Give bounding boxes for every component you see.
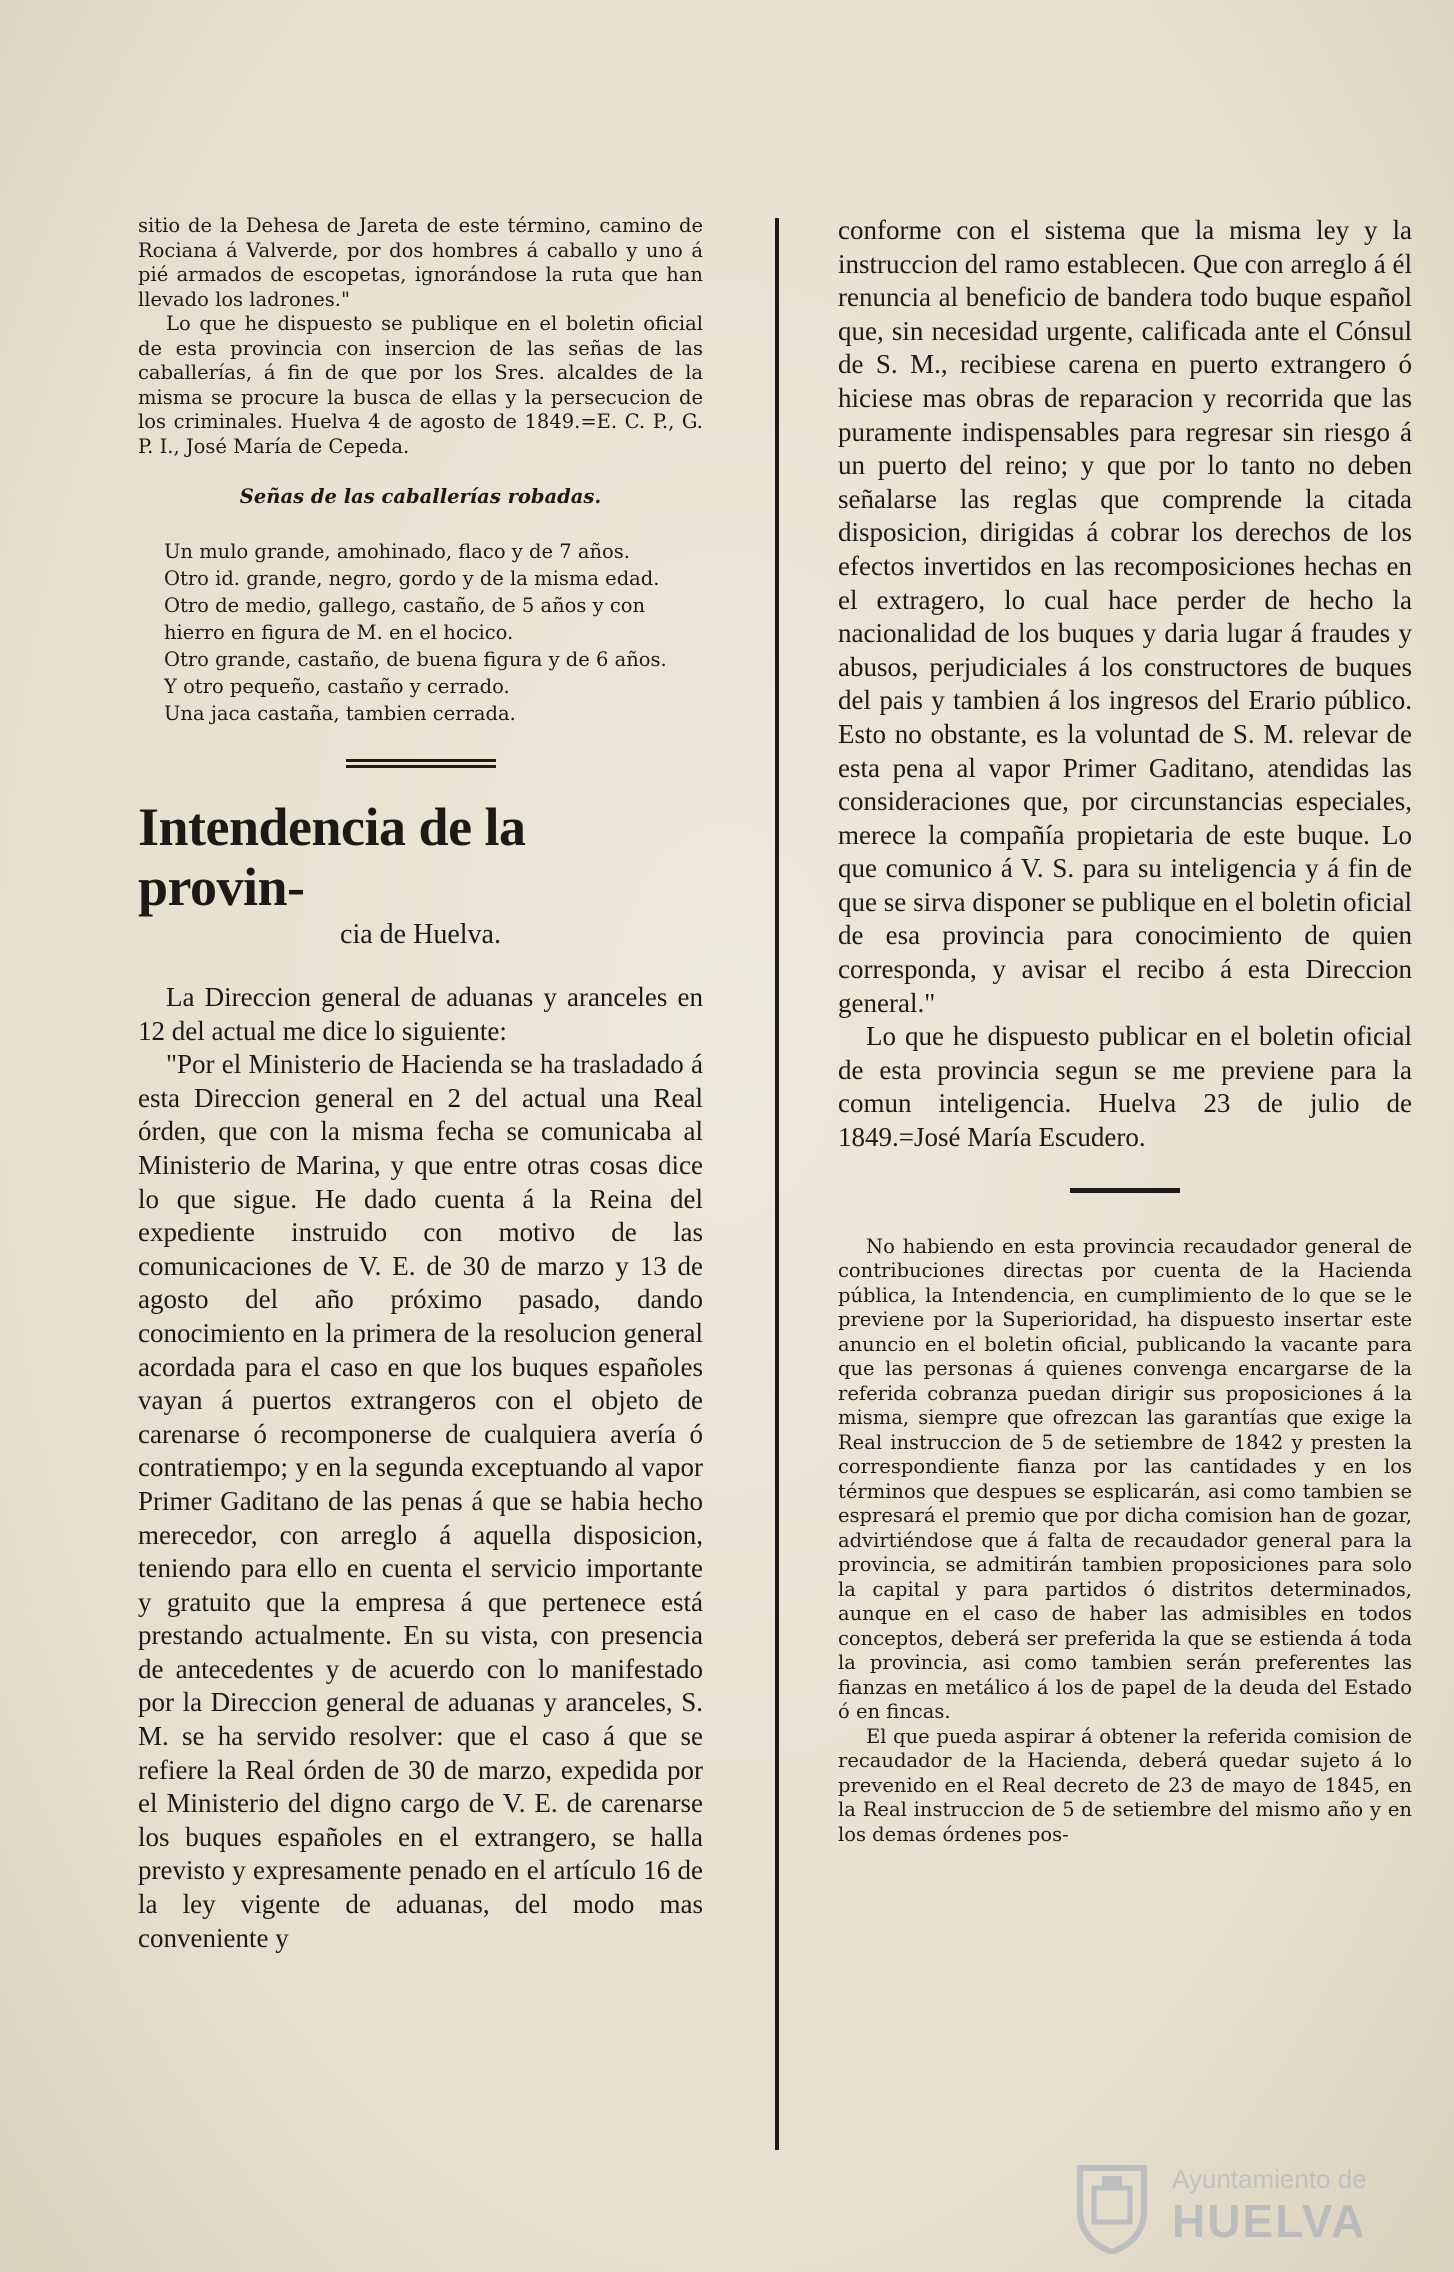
column-rule (775, 218, 779, 2150)
section-divider (346, 757, 496, 771)
right-column (838, 214, 1412, 1847)
notice-paragraph-1: No habiendo en esta provincia recaudador general de contribuciones directas por cuenta de la Hacienda pública, la Intendencia, en cumplimiento de lo que se le previene por la Superioridad, ha dispuesto insertar este anuncio en el boletin oficial, publicando la vacante para que las personas á quienes convenga encargarse de la referida cobranza puedan dirigir sus proposiciones á la misma, siempre que ofrezcan las garantías que exige la Real instruccion de 5 de setiembre de 1842 y presten la correspondiente fianza por las cantidades y en los términos que despues se esplicarán, asi como tambien se espresará el premio que por dicha comision han de gozar, advirtiéndose que á falta de recaudador general para la provincia, se admitirán tambien proposiciones para solo la capital y para partidos ó distritos determinados, aunque en el caso de haber las admisibles en todos conceptos, deberá ser preferida la que se estienda á toda la provincia, asi como tambien serán preferentes las fianzas en metálico á los de papel de la deuda del Estado ó en fincas. (838, 1234, 1412, 1724)
left-column (138, 214, 703, 1955)
list-item: Y otro pequeño, castaño y cerrado. (164, 675, 510, 698)
section-subtitle: cia de Huelva. (340, 919, 501, 950)
watermark-line1: Ayuntamiento de (1172, 2164, 1367, 2194)
body-paragraph-3: conforme con el sistema que la misma ley y la instruccion del ramo establecen. Que con arreglo á él renuncia al beneficio de bandera todo buque español que, sin necesidad urgente, calificada ante el Cónsul de S. M., recibiese carena en puerto extrangero ó hiciese mas obras de reparacion y recorrida que las puramente indispensables para regresar sin riesgo á un puerto del reino; y que por lo tanto no deben señalarse las reglas que comprende la citada disposicion, dirigidas á cobrar los derechos de los efectos invertidos en las recomposiciones hechas en el extragero, lo cual hace perder de hecho la nacionalidad de los buques y daria lugar á fraudes y abusos, perjudiciales á los constructores de buques del pais y tambien á los ingresos del Erario público. Esto no obstante, es la voluntad de S. M. relevar de esta pena al vapor Primer Gaditano, atendidas las consideraciones que, por circunstancias especiales, merece la compañía propietaria de este buque. Lo que comunico á V. S. para su inteligencia y á fin de que se sirva disponer se publique en el boletin oficial de esa provincia para conocimiento de quien corresponda, y avisar el recibo á esta Direccion general." (838, 215, 1412, 1018)
left-body (138, 981, 703, 1955)
archive-watermark (1072, 2158, 1382, 2258)
stolen-animals-caption: Señas de las caballerías robadas. (239, 485, 602, 508)
watermark-line2: HUELVA (1172, 2195, 1367, 2247)
intro-text (138, 214, 703, 459)
notice-paragraph-2: El que pueda aspirar á obtener la referida comision de recaudador de la Hacienda, deberá quedar sujeto á lo prevenido en el Real decreto de 23 de mayo de 1845, en la Real instruccion de 5 de setiembre del mismo año y en los demas órdenes pos- (838, 1724, 1412, 1846)
body-paragraph-4: Lo que he dispuesto publicar en el boletin oficial de esta provincia segun se me previene para la comun inteligencia. Huelva 23 de julio de 1849.=José María Escudero. (838, 1021, 1412, 1153)
body-paragraph-1: La Direccion general de aduanas y aranceles en 12 del actual me dice lo siguiente: (138, 982, 703, 1046)
list-item: Otro grande, castaño, de buena figura y de 6 años. (164, 648, 667, 671)
right-body (838, 214, 1412, 1155)
body-paragraph-2: "Por el Ministerio de Hacienda se ha trasladado á esta Direccion general en 2 del actual una Real órden, que con la misma fecha se comunicaba al Ministerio de Marina, y que entre otras cosas dice lo que sigue. He dado cuenta á la Reina del expediente instruido con motivo de las comunicaciones de V. E. de 30 de marzo y 13 de agosto del año próximo pasado, dando conocimiento en la primera de la resolucion general acordada para el caso en que los buques españoles vayan á puertos extrangeros con el objeto de carenarse ó recomponerse de cualquiera avería ó contratiempo; y en la segunda exceptuando al vapor Primer Gaditano de las penas á que se habia hecho merecedor, con arreglo á aquella disposicion, teniendo para ello en cuenta el servicio importante y gratuito que la empresa á que pertenece está prestando actualmente. En su vista, con presencia de antecedentes y de acuerdo con lo manifestado por la Direccion general de aduanas y aranceles, S. M. se ha servido resolver: que el caso á que se refiere la Real órden de 30 de marzo, expedida por el Ministerio del digno cargo de V. E. de carenarse los buques españoles en el extrangero, se halla previsto y expresamente penado en el artículo 16 de la ley vigente de aduanas, del modo mas conveniente y (138, 1049, 703, 1953)
coat-of-arms-icon (1072, 2158, 1152, 2254)
section-divider (1070, 1185, 1180, 1197)
notice-text (838, 1235, 1412, 1848)
intro-paragraph-1: sitio de la Dehesa de Jareta de este término, camino de Rociana á Valverde, por dos hombres á caballo y uno á pié armados de escopetas, ignorándose la ruta que han llevado los ladrones." (138, 214, 703, 311)
section-title: Intendencia de la provin- (138, 797, 526, 917)
intro-paragraph-2: Lo que he dispuesto se publique en el boletin oficial de esta provincia con insercion de las señas de las caballerías, á fin de que por los Sres. alcaldes de la misma se procure la busca de ellas y la persecucion de los criminales. Huelva 4 de agosto de 1849.=E. C. P., G. P. I., José María de Cepeda. (138, 312, 703, 458)
list-item: Un mulo grande, amohinado, flaco y de 7 años. (164, 540, 630, 563)
list-item: Otro de medio, gallego, castaño, de 5 años y con hierro en figura de M. en el hocico. (164, 594, 646, 644)
list-item: Otro id. grande, negro, gordo y de la misma edad. (164, 567, 660, 590)
list-item: Una jaca castaña, tambien cerrada. (164, 702, 516, 725)
animal-list (138, 538, 703, 727)
